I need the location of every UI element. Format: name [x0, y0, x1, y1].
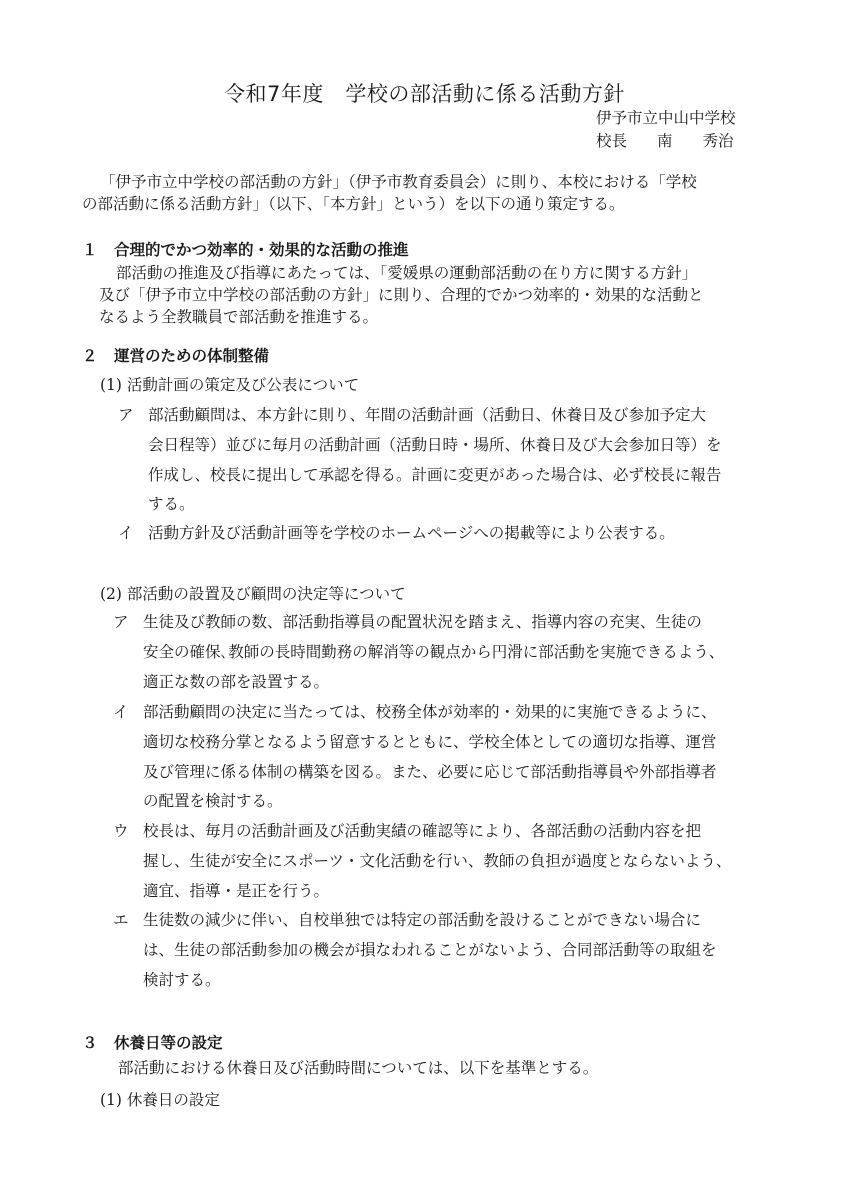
section-3-number: ３	[82, 1034, 98, 1052]
item-text: 生徒数の減少に伴い、自校単独では特定の部活動を設けることができない場合に	[143, 911, 702, 929]
item-text: 適正な数の部を設置する。	[143, 672, 330, 691]
item-text: 適切な校務分掌となるよう留意するとともに、学校全体としての適切な指導、運営	[143, 732, 717, 751]
section-2-sub-1-label: (1) 活動計画の策定及び公表について	[100, 376, 360, 394]
item-text: 握し、生徒が安全にスポーツ・文化活動を行い、教師の負担が過度とならないよう、	[143, 851, 732, 870]
list-item	[113, 817, 731, 906]
section-1-line-3: なるよう全教職員で部活動を推進する。	[99, 308, 379, 326]
item-text: する。	[148, 495, 195, 514]
principal-line	[596, 129, 734, 151]
section-2-title: 運営のための体制整備	[114, 347, 270, 365]
item-text: 検討する。	[143, 970, 221, 989]
item-mark: ア	[113, 613, 129, 631]
item-text: 適宜、指導・是正を行う。	[143, 881, 330, 900]
item-text: 生徒及び教師の数、部活動指導員の配置状況を踏まえ、指導内容の充実、生徒の	[143, 613, 702, 631]
intro-line-2: の部活動に係る活動方針」（以下、「本方針」という）を以下の通り策定する。	[82, 195, 625, 213]
item-text: 校長は、毎月の活動計画及び活動実績の確認等により、各部活動の活動内容を把	[143, 822, 702, 840]
item-mark: エ	[113, 911, 129, 929]
item-text: 安全の確保､教師の長時間勤務の解消等の観点から円滑に部活動を実施できるよう、	[143, 642, 725, 661]
section-3-sub-1-label: (1) 休養日の設定	[100, 1091, 220, 1109]
section-3-line: 部活動における休養日及び活動時間については、以下を基準とする。	[118, 1059, 599, 1077]
list-item	[118, 519, 675, 549]
page-title: 令和7年度 学校の部活動に係る活動方針	[224, 82, 625, 106]
item-text: 及び管理に係る体制の構築を図る。また、必要に応じて部活動指導員や外部指導者	[143, 762, 717, 781]
principal-surname: 南	[657, 132, 673, 150]
item-text: の配置を検討する。	[143, 792, 283, 811]
intro-line-1: 「伊予市立中学校の部活動の方針」（伊予市教育委員会）に則り、本校における「学校	[100, 173, 697, 191]
item-text: 作成し、校長に提出して承認を得る。計画に変更があった場合は、必ず校長に報告	[148, 465, 722, 484]
item-text: 部活動顧問は、本方針に則り、年間の活動計画（活動日、休養日及び参加予定大	[148, 406, 707, 424]
section-3-heading	[82, 1031, 223, 1053]
principal-given: 秀治	[702, 132, 734, 150]
item-mark: イ	[118, 524, 134, 542]
section-1-heading	[82, 238, 409, 260]
list-item	[113, 608, 724, 697]
section-3-title: 休養日等の設定	[114, 1034, 223, 1052]
list-item	[113, 698, 717, 817]
section-1-title: 合理的でかつ効率的・効果的な活動の推進	[114, 241, 409, 259]
item-mark: ア	[118, 406, 134, 424]
list-item	[113, 906, 717, 995]
item-text: 部活動顧問の決定に当たっては、校務全体が効率的・効果的に実施できるように、	[143, 703, 717, 721]
item-text: 活動方針及び活動計画等を学校のホームページへの掲載等により公表する。	[148, 524, 675, 542]
item-mark: ウ	[113, 822, 129, 840]
item-text: 会日程等）並びに毎月の活動計画（活動日時・場所、休養日及び大会参加日等）を	[148, 435, 722, 454]
section-2-heading	[82, 344, 269, 366]
section-1-line-2: 及び「伊予市立中学校の部活動の方針」に則り、合理的でかつ効率的・効果的な活動と	[99, 286, 704, 304]
item-mark: イ	[113, 703, 129, 721]
item-text: は、生徒の部活動参加の機会が損なわれることがないよう、合同部活動等の取組を	[143, 940, 717, 959]
section-1-number: １	[82, 241, 98, 259]
list-item	[118, 401, 722, 520]
section-1-line-1: 部活動の推進及び指導にあたっては、「愛媛県の運動部活動の在り方に関する方針」	[116, 264, 698, 282]
section-2-sub-2-label: (2) 部活動の設置及び顧問の決定等について	[100, 585, 406, 603]
school-name: 伊予市立中山中学校	[596, 109, 736, 127]
section-2-number: ２	[82, 347, 98, 365]
principal-role: 校長	[596, 132, 628, 150]
